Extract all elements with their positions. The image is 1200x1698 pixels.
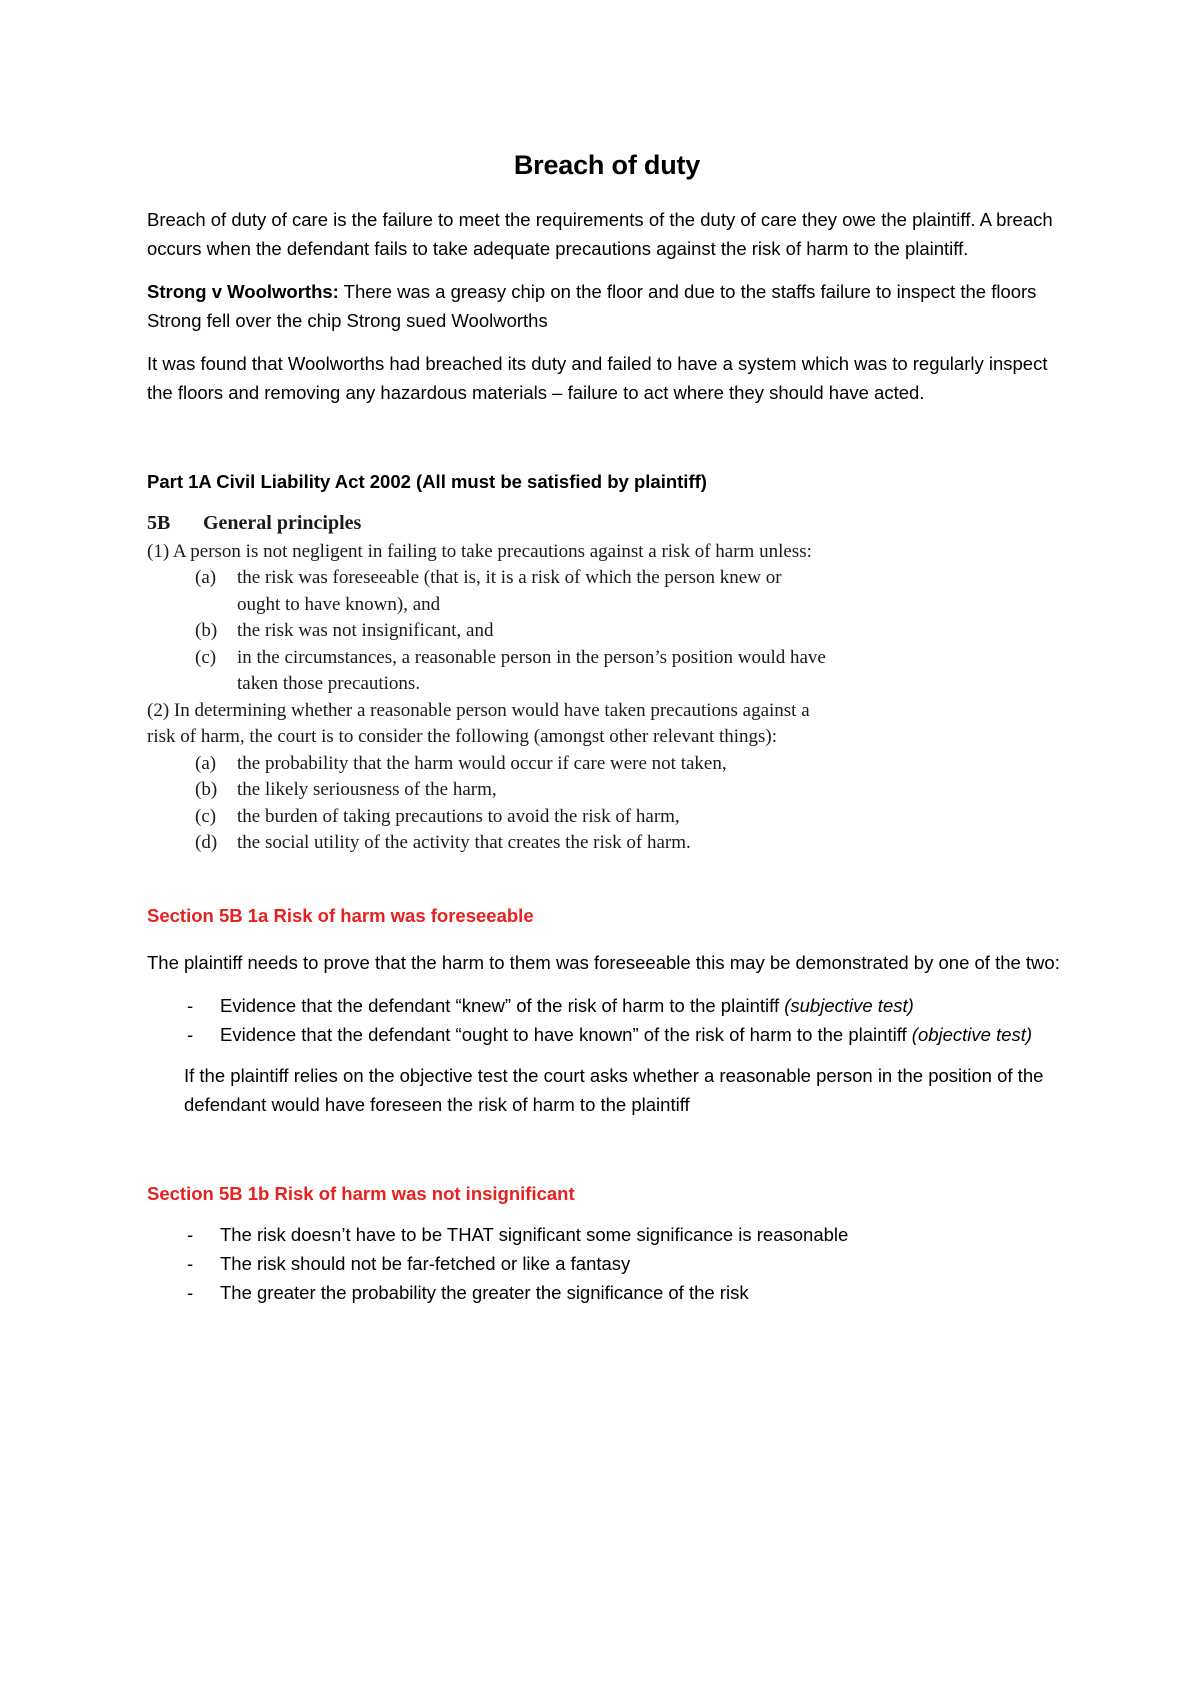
list-item-note: (objective test) [911, 1023, 1033, 1045]
excerpt-item [147, 565, 827, 618]
excerpt-item-text: the risk was not insignificant, and [237, 620, 494, 641]
excerpt-item-label: (c) [195, 646, 217, 668]
legislation-excerpt [147, 510, 827, 857]
excerpt-item-text: the social utility of the activity that creates the risk of harm. [237, 832, 691, 853]
excerpt-subsection-1: (1) A person is not negligent in failing to take precautions against a risk of harm unless: [147, 540, 812, 562]
list-item-text: The greater the probability the greater the significance of the risk [220, 1281, 749, 1303]
intro-paragraph: Breach of duty of care is the failure to meet the requirements of the duty of care they owe the plaintiff. A breach occurs when the defendant fails to take adequate precautions against the risk of harm to the plaintiff. [147, 209, 1053, 259]
list-item [147, 1278, 1067, 1307]
list-item-text: Evidence that the defendant “ought to have known” of the risk of harm to the plaintiff [220, 1023, 912, 1045]
case-paragraph [147, 277, 1067, 335]
section-1a-heading: Section 5B 1a Risk of harm was foreseeable [147, 904, 534, 926]
document-body [147, 150, 1067, 1319]
excerpt-item-label: (b) [195, 620, 218, 641]
excerpt-item [147, 618, 827, 645]
list-item-text: The risk doesn’t have to be THAT significant some significance is reasonable [220, 1223, 849, 1245]
section-1a-lead: The plaintiff needs to prove that the harm to them was foreseeable this may be demonstrated by one of the two: [147, 951, 1060, 973]
section-1a-followup: If the plaintiff relies on the objective test the court asks whether a reasonable person in the position of the defendant would have foreseen the risk of harm to the plaintiff [184, 1064, 1044, 1115]
excerpt-item-label: (a) [195, 567, 217, 588]
excerpt-section-title [147, 510, 827, 537]
list-item [147, 1249, 1067, 1278]
section-1b-heading: Section 5B 1b Risk of harm was not insignificant [147, 1182, 575, 1204]
list-item-note: (subjective test) [784, 994, 914, 1016]
excerpt-item [147, 751, 827, 778]
list-item [147, 1220, 1067, 1249]
section-1a-list [147, 991, 1067, 1049]
excerpt-item-text: in the circumstances, a reasonable person in the person’s position would have taken those precautions. [237, 646, 826, 694]
page-title: Breach of duty [513, 150, 701, 180]
excerpt-item-label: (a) [195, 752, 217, 774]
dash-bullet: - [187, 1252, 194, 1274]
case-text: There was a greasy chip on the floor and due to the staffs failure to inspect the floors Strong fell over the chip Strong sued Woolworths [147, 281, 1037, 331]
dash-bullet: - [187, 1223, 194, 1245]
excerpt-item-text: the burden of taking precautions to avoid the risk of harm, [237, 805, 680, 827]
excerpt-item-text: the risk was foreseeable (that is, it is a risk of which the person knew or ought to have known), and [237, 567, 782, 615]
excerpt-item-text: the likely seriousness of the harm, [237, 779, 497, 800]
finding-paragraph: It was found that Woolworths had breached its duty and failed to have a system which was to regularly inspect the floors and removing any hazardous materials – failure to act where they should have acted. [147, 353, 1048, 403]
excerpt-item [147, 804, 827, 831]
list-item-text: Evidence that the defendant “knew” of the risk of harm to the plaintiff [220, 994, 785, 1016]
excerpt-item [147, 645, 827, 698]
excerpt-item-label: (b) [195, 779, 218, 800]
excerpt-section-number: 5B [147, 512, 171, 534]
excerpt-item [147, 830, 827, 857]
excerpt-item [147, 777, 827, 804]
excerpt-subsection-2: (2) In determining whether a reasonable person would have taken precautions against a risk of harm, the court is to consider the following (amongst other relevant things): [147, 699, 810, 747]
excerpt-item-text: the probability that the harm would occur if care were not taken, [237, 752, 727, 774]
dash-bullet: - [187, 1023, 194, 1045]
case-name: Strong v Woolworths: [147, 281, 339, 302]
section-1b-list [147, 1220, 1067, 1307]
dash-bullet: - [187, 994, 194, 1016]
excerpt-item-label: (d) [195, 832, 218, 853]
list-item [147, 1020, 1067, 1049]
list-item [147, 991, 1067, 1020]
excerpt-item-label: (c) [195, 805, 217, 827]
excerpt-section-name: General principles [203, 512, 362, 534]
list-item-text: The risk should not be far-fetched or like a fantasy [220, 1252, 631, 1274]
part-heading: Part 1A Civil Liability Act 2002 (All must be satisfied by plaintiff) [147, 471, 707, 492]
dash-bullet: - [187, 1281, 194, 1303]
